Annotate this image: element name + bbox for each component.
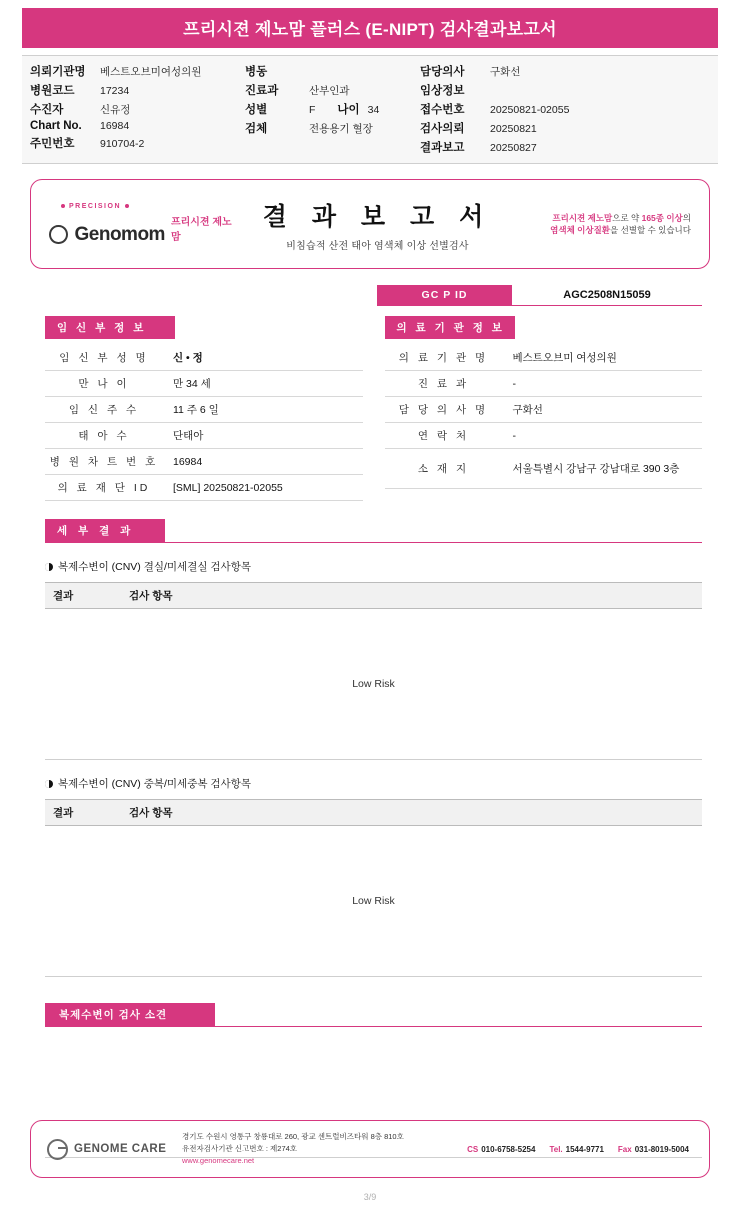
- table-row: [385, 371, 703, 397]
- field-value: 베스트오브미여성의원: [100, 66, 202, 78]
- header-field: [245, 120, 420, 136]
- genome-care-logo: [47, 1139, 182, 1160]
- row-key: 의 료 재 단 ID: [57, 482, 151, 494]
- header-field: [30, 63, 245, 79]
- row-key: 만 나 이: [78, 378, 130, 390]
- header-field: [420, 120, 670, 136]
- patient-header: [22, 55, 718, 164]
- header-field: [245, 82, 420, 98]
- table-row: [45, 397, 363, 423]
- contact-cs: [467, 1145, 535, 1154]
- row-key: 병 원 차 트 번 호: [49, 456, 159, 468]
- report-note-line-2: [516, 224, 691, 236]
- field-label: 결과보고: [420, 142, 465, 154]
- header-field: [420, 63, 670, 79]
- dot-icon: [125, 204, 129, 208]
- report-note: [516, 212, 691, 237]
- row-value-text: 신 • 정: [173, 352, 203, 364]
- genome-care-name: GENOME CARE: [74, 1143, 167, 1155]
- field-value: 16984: [100, 120, 130, 132]
- table-header-row: [45, 800, 702, 826]
- field-label: 검사의뢰: [420, 123, 465, 135]
- report-page: [0, 8, 740, 1216]
- result-table-duplication: [45, 799, 702, 826]
- info-tables: [45, 316, 702, 501]
- table-row: [45, 423, 363, 449]
- row-value: 만 34 세: [173, 378, 211, 390]
- header-field: [420, 101, 670, 117]
- field-value: 17234: [100, 85, 130, 97]
- subsection-label: 복제수변이 (CNV) 중복/미세중복 검사항목: [58, 778, 251, 790]
- field-label: 진료과: [245, 85, 279, 97]
- field-value: 신유정: [100, 104, 131, 116]
- field-label: Chart No.: [30, 120, 82, 132]
- result-body-duplication: Low Risk: [45, 826, 702, 977]
- table-row: [385, 345, 703, 371]
- result-table-deletion: [45, 582, 702, 609]
- table-row: [385, 397, 703, 423]
- row-key: 담 당 의 사 명: [398, 404, 489, 416]
- row-key: 태 아 수: [78, 430, 130, 442]
- note-disease: 염색체 이상질환: [550, 225, 610, 235]
- field-value: 전용용기 혈장: [309, 123, 373, 135]
- address-line-1: 경기도 수원시 영통구 창룡대로 260, 광교 센트럴비즈타워 8층 810호: [182, 1132, 404, 1141]
- address-line-2: 유전자검사기관 신고번호 : 제274호: [182, 1144, 298, 1153]
- hospital-info-block: [385, 316, 703, 501]
- row-key: 연 락 처: [417, 430, 470, 442]
- row-value: 11 주 6 일: [173, 404, 219, 416]
- contact-fax: [618, 1145, 689, 1154]
- header-field: [30, 120, 245, 132]
- brand-name-row: [49, 213, 239, 246]
- row-value: 단태아: [173, 430, 204, 442]
- website-link[interactable]: www.genomecare.net: [182, 1156, 255, 1165]
- report-subtitle: 비침습적 산전 태아 염색체 이상 선별검사: [286, 240, 469, 252]
- field-label: 주민번호: [30, 138, 75, 150]
- contact-label: Tel.: [549, 1144, 563, 1154]
- note-mid: 으로 약: [612, 212, 642, 223]
- contact-number: 031-8019-5004: [634, 1144, 689, 1154]
- detail-subsection-title-1: [45, 559, 702, 574]
- field-value: 20250821: [490, 123, 537, 135]
- field-label: 성별: [245, 104, 268, 116]
- contact-label: CS: [467, 1144, 479, 1154]
- report-note-line-1: [516, 212, 691, 224]
- col-header-result: 결과: [45, 583, 121, 609]
- field-label: 담당의사: [420, 66, 465, 78]
- header-field: [245, 63, 420, 79]
- opinion-heading: 복제수변이 검사 소견: [45, 1003, 215, 1026]
- result-body-deletion: Low Risk: [45, 609, 702, 760]
- field-value: 20250827: [490, 142, 537, 154]
- note-tail: 을 선별할 수 있습니다: [610, 225, 691, 235]
- gcpid-field: [377, 285, 702, 306]
- table-row: [45, 345, 363, 371]
- dot-icon: [61, 204, 65, 208]
- contact-tel: [549, 1145, 603, 1154]
- field-value: 구화선: [490, 66, 521, 78]
- row-key: 임 신 주 수: [68, 404, 140, 416]
- note-count: 165종 이상: [641, 212, 683, 223]
- field-value-age: 34: [367, 104, 380, 116]
- note-brand: 프리시젼 제노맘: [552, 212, 613, 223]
- field-label: 병동: [245, 66, 268, 78]
- note-post: 의: [682, 212, 691, 223]
- row-value: -: [512, 429, 516, 442]
- pregnant-info-block: [45, 316, 363, 501]
- table-row: [45, 475, 363, 501]
- half-circle-icon: [45, 563, 53, 571]
- detail-heading: 세 부 결 과: [45, 519, 165, 543]
- report-title-block: [239, 197, 516, 252]
- pregnant-info-table: [45, 345, 363, 501]
- row-value: 구화선: [512, 404, 543, 416]
- detail-subsection-title-2: [45, 776, 702, 791]
- report-banner: [30, 179, 710, 269]
- row-value: [SML] 20250821-02055: [173, 481, 283, 494]
- row-value: [163, 345, 363, 371]
- page-title: 프리시젼 제노맘 플러스 (E-NIPT) 검사결과보고서: [22, 8, 718, 48]
- row-value: 베스트오브미 여성의원: [512, 352, 617, 364]
- footer-contacts: [467, 1145, 693, 1154]
- detail-divider: [45, 542, 702, 543]
- row-value: 서울특별시 강남구 강남대로 390 3층: [512, 463, 680, 475]
- brand-name-korean: 프리시젼 제노맘: [170, 216, 232, 243]
- detail-section: [45, 519, 702, 977]
- field-label: 검체: [245, 123, 268, 135]
- row-key: 소 재 지: [417, 463, 470, 475]
- gcpid-label: GC P ID: [377, 285, 512, 306]
- contact-number: 1544-9771: [565, 1144, 604, 1154]
- gcpid-row: [0, 285, 702, 306]
- row-value: -: [512, 377, 516, 390]
- gcpid-value: AGC2508N15059: [512, 285, 702, 306]
- patient-header-col-1: [30, 63, 245, 155]
- header-field: [420, 82, 670, 98]
- patient-header-col-3: [420, 63, 670, 155]
- field-value: 20250821-02055: [490, 104, 570, 116]
- genome-care-mark-icon: [47, 1139, 68, 1160]
- table-row: [385, 449, 703, 489]
- field-label: 임상정보: [420, 85, 465, 97]
- row-key: 임 신 부 성 명: [59, 352, 149, 364]
- header-field: [30, 135, 245, 151]
- hospital-info-table: [385, 345, 703, 489]
- half-circle-icon: [45, 780, 53, 788]
- col-header-item: 검사 항목: [121, 800, 702, 826]
- col-header-item: 검사 항목: [121, 583, 702, 609]
- field-label: 접수번호: [420, 104, 465, 116]
- field-label-age: 나이: [337, 104, 360, 116]
- hospital-info-heading: 의 료 기 관 정 보: [385, 316, 515, 339]
- report-title: 결 과 보 고 서: [262, 202, 493, 231]
- brand-tagline-text: PRECISION: [69, 202, 122, 210]
- col-header-result: 결과: [45, 800, 121, 826]
- contact-label: Fax: [617, 1144, 632, 1154]
- field-label: 병원코드: [30, 85, 75, 97]
- table-row: [45, 371, 363, 397]
- header-field: [30, 101, 245, 117]
- field-label: 수진자: [30, 104, 64, 116]
- header-field-sex-age: [245, 101, 420, 117]
- brand-tagline: [61, 203, 239, 210]
- subsection-label: 복제수변이 (CNV) 결실/미세결실 검사항목: [58, 561, 251, 573]
- genomom-brand: [49, 203, 239, 246]
- table-row: [385, 423, 703, 449]
- footer-card: [30, 1120, 710, 1178]
- pregnant-info-heading: 임 신 부 정 보: [45, 316, 175, 339]
- footer-address: [182, 1131, 467, 1167]
- genomom-logo-icon: [49, 225, 68, 244]
- page-number: 3/9: [363, 1192, 377, 1202]
- patient-header-col-2: [245, 63, 420, 155]
- brand-name: Genomom: [74, 223, 165, 245]
- table-row: [45, 449, 363, 475]
- contact-number: 010-6758-5254: [481, 1144, 536, 1154]
- row-key: 의 료 기 관 명: [398, 352, 489, 364]
- field-label: 의뢰기관명: [30, 66, 86, 78]
- row-key: 진 료 과: [417, 378, 470, 390]
- row-value: 16984: [173, 455, 203, 468]
- field-value: 산부인과: [309, 85, 350, 97]
- field-value: F: [309, 104, 316, 116]
- header-field: [420, 139, 670, 155]
- table-header-row: [45, 583, 702, 609]
- field-value: 910704-2: [100, 138, 145, 150]
- header-field: [30, 82, 245, 98]
